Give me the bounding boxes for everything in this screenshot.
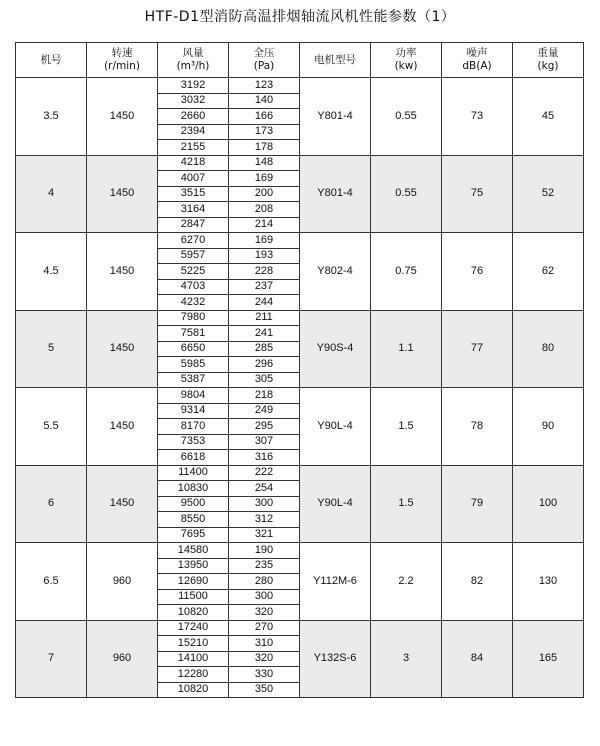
speed-cell: 1450 (87, 233, 158, 311)
performance-table (15, 42, 584, 698)
pressure-cell: 270 (229, 620, 300, 636)
airflow-cell: 11400 (158, 465, 229, 481)
pressure-cell: 193 (229, 248, 300, 264)
motor-cell: Y802-4 (300, 233, 371, 311)
pressure-cell: 310 (229, 636, 300, 652)
pressure-cell: 244 (229, 295, 300, 311)
airflow-cell: 14100 (158, 651, 229, 667)
motor-cell: Y132S-6 (300, 620, 371, 698)
table-row (16, 465, 584, 481)
airflow-cell: 17240 (158, 620, 229, 636)
noise-cell: 84 (442, 620, 513, 698)
speed-cell: 1450 (87, 465, 158, 543)
pressure-cell: 305 (229, 372, 300, 388)
header-row (16, 43, 584, 78)
table-row (16, 310, 584, 326)
power-cell: 0.55 (371, 155, 442, 233)
pressure-cell: 316 (229, 450, 300, 466)
airflow-cell: 12280 (158, 667, 229, 683)
pressure-cell: 211 (229, 310, 300, 326)
table-row (16, 388, 584, 404)
machine-no-cell: 5.5 (16, 388, 87, 466)
header-motor: 电机型号 (300, 43, 371, 78)
airflow-cell: 5985 (158, 357, 229, 373)
noise-cell: 75 (442, 155, 513, 233)
airflow-cell: 9500 (158, 496, 229, 512)
noise-cell: 76 (442, 233, 513, 311)
weight-cell: 62 (513, 233, 584, 311)
weight-cell: 100 (513, 465, 584, 543)
motor-cell: Y90S-4 (300, 310, 371, 388)
speed-cell: 1450 (87, 155, 158, 233)
pressure-cell: 169 (229, 233, 300, 249)
power-cell: 1.5 (371, 465, 442, 543)
pressure-cell: 300 (229, 589, 300, 605)
pressure-cell: 235 (229, 558, 300, 574)
noise-cell: 77 (442, 310, 513, 388)
airflow-cell: 9314 (158, 403, 229, 419)
airflow-cell: 7353 (158, 434, 229, 450)
pressure-cell: 178 (229, 140, 300, 156)
motor-cell: Y801-4 (300, 78, 371, 156)
weight-cell: 130 (513, 543, 584, 621)
pressure-cell: 254 (229, 481, 300, 497)
airflow-cell: 4218 (158, 155, 229, 171)
page-title: HTF-D1型消防高温排烟轴流风机性能参数（1） (144, 9, 456, 25)
machine-no-cell: 5 (16, 310, 87, 388)
pressure-cell: 214 (229, 217, 300, 233)
noise-cell: 78 (442, 388, 513, 466)
machine-no-cell: 7 (16, 620, 87, 698)
airflow-cell: 2394 (158, 124, 229, 140)
pressure-cell: 295 (229, 419, 300, 435)
weight-cell: 90 (513, 388, 584, 466)
airflow-cell: 13950 (158, 558, 229, 574)
table-row (16, 155, 584, 171)
motor-cell: Y112M-6 (300, 543, 371, 621)
pressure-cell: 249 (229, 403, 300, 419)
airflow-cell: 2660 (158, 109, 229, 125)
pressure-cell: 241 (229, 326, 300, 342)
airflow-cell: 10820 (158, 682, 229, 698)
pressure-cell: 208 (229, 202, 300, 218)
noise-cell: 82 (442, 543, 513, 621)
airflow-cell: 6618 (158, 450, 229, 466)
pressure-cell: 350 (229, 682, 300, 698)
pressure-cell: 300 (229, 496, 300, 512)
header-power: 功率 (kw) (371, 43, 442, 78)
pressure-cell: 148 (229, 155, 300, 171)
pressure-cell: 228 (229, 264, 300, 280)
machine-no-cell: 3.5 (16, 78, 87, 156)
motor-cell: Y90L-4 (300, 465, 371, 543)
table-row (16, 620, 584, 636)
table-row (16, 78, 584, 94)
header-weight: 重量 (kg) (513, 43, 584, 78)
airflow-cell: 14580 (158, 543, 229, 559)
table-row (16, 233, 584, 249)
pressure-cell: 330 (229, 667, 300, 683)
airflow-cell: 10830 (158, 481, 229, 497)
pressure-cell: 173 (229, 124, 300, 140)
speed-cell: 1450 (87, 388, 158, 466)
weight-cell: 45 (513, 78, 584, 156)
airflow-cell: 4232 (158, 295, 229, 311)
pressure-cell: 190 (229, 543, 300, 559)
airflow-cell: 8550 (158, 512, 229, 528)
header-noise: 噪声 dB(A) (442, 43, 513, 78)
pressure-cell: 169 (229, 171, 300, 187)
weight-cell: 165 (513, 620, 584, 698)
airflow-cell: 6270 (158, 233, 229, 249)
airflow-cell: 11500 (158, 589, 229, 605)
airflow-cell: 4703 (158, 279, 229, 295)
power-cell: 2.2 (371, 543, 442, 621)
speed-cell: 1450 (87, 310, 158, 388)
speed-cell: 960 (87, 620, 158, 698)
pressure-cell: 307 (229, 434, 300, 450)
airflow-cell: 3032 (158, 93, 229, 109)
pressure-cell: 218 (229, 388, 300, 404)
motor-cell: Y801-4 (300, 155, 371, 233)
power-cell: 0.75 (371, 233, 442, 311)
motor-cell: Y90L-4 (300, 388, 371, 466)
table-row (16, 543, 584, 559)
pressure-cell: 123 (229, 78, 300, 94)
airflow-cell: 7581 (158, 326, 229, 342)
pressure-cell: 321 (229, 527, 300, 543)
airflow-cell: 5225 (158, 264, 229, 280)
airflow-cell: 7695 (158, 527, 229, 543)
power-cell: 1.5 (371, 388, 442, 466)
pressure-cell: 200 (229, 186, 300, 202)
airflow-cell: 5957 (158, 248, 229, 264)
pressure-cell: 296 (229, 357, 300, 373)
airflow-cell: 12690 (158, 574, 229, 590)
machine-no-cell: 4.5 (16, 233, 87, 311)
machine-no-cell: 6 (16, 465, 87, 543)
power-cell: 3 (371, 620, 442, 698)
airflow-cell: 5387 (158, 372, 229, 388)
pressure-cell: 237 (229, 279, 300, 295)
speed-cell: 1450 (87, 78, 158, 156)
noise-cell: 73 (442, 78, 513, 156)
pressure-cell: 320 (229, 605, 300, 621)
pressure-cell: 312 (229, 512, 300, 528)
power-cell: 1.1 (371, 310, 442, 388)
airflow-cell: 7980 (158, 310, 229, 326)
airflow-cell: 3192 (158, 78, 229, 94)
airflow-cell: 3164 (158, 202, 229, 218)
header-airflow: 风量 (m³/h) (158, 43, 229, 78)
airflow-cell: 4007 (158, 171, 229, 187)
airflow-cell: 6650 (158, 341, 229, 357)
pressure-cell: 166 (229, 109, 300, 125)
airflow-cell: 10820 (158, 605, 229, 621)
airflow-cell: 3515 (158, 186, 229, 202)
noise-cell: 79 (442, 465, 513, 543)
header-speed: 转速 (r/min) (87, 43, 158, 78)
weight-cell: 80 (513, 310, 584, 388)
pressure-cell: 285 (229, 341, 300, 357)
airflow-cell: 8170 (158, 419, 229, 435)
power-cell: 0.55 (371, 78, 442, 156)
speed-cell: 960 (87, 543, 158, 621)
machine-no-cell: 6.5 (16, 543, 87, 621)
airflow-cell: 15210 (158, 636, 229, 652)
pressure-cell: 140 (229, 93, 300, 109)
pressure-cell: 320 (229, 651, 300, 667)
header-machine-no: 机号 (16, 43, 87, 78)
weight-cell: 52 (513, 155, 584, 233)
table-body (16, 78, 584, 698)
header-pressure: 全压 (Pa) (229, 43, 300, 78)
airflow-cell: 2155 (158, 140, 229, 156)
airflow-cell: 2847 (158, 217, 229, 233)
machine-no-cell: 4 (16, 155, 87, 233)
pressure-cell: 222 (229, 465, 300, 481)
airflow-cell: 9804 (158, 388, 229, 404)
pressure-cell: 280 (229, 574, 300, 590)
